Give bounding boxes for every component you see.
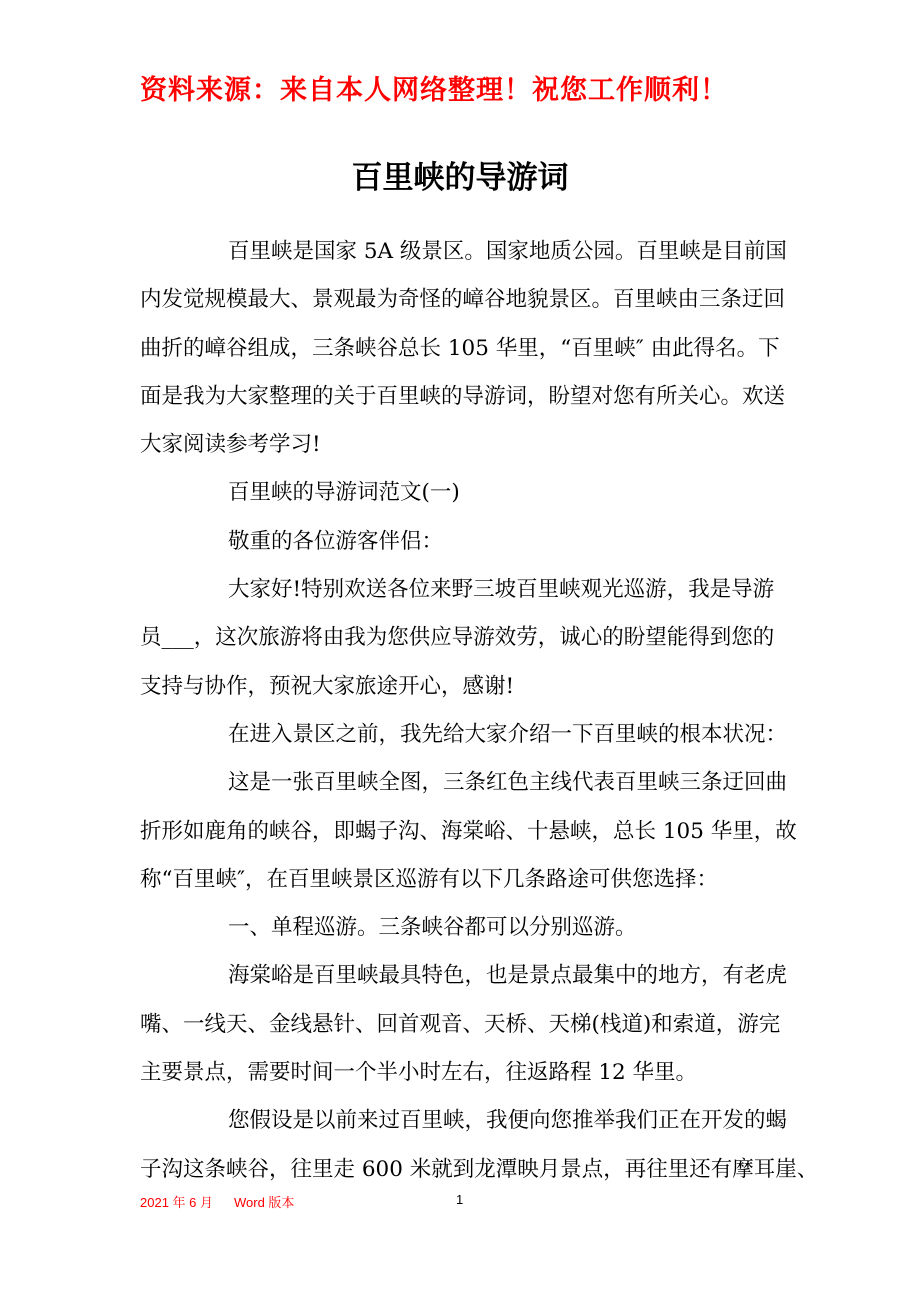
document-title: 百里峡的导游词 bbox=[351, 160, 569, 196]
paragraph-line: 百里峡是国家 5A 级景区。国家地质公园。百里峡是目前国 bbox=[228, 239, 787, 264]
footer-date: 2021 年 6 月 bbox=[140, 1195, 213, 1210]
paragraph-line: 一、单程巡游。三条峡谷都可以分别巡游。 bbox=[228, 915, 637, 941]
paragraph bbox=[140, 518, 800, 566]
paragraph-line: 大家阅读参考学习! bbox=[140, 432, 321, 458]
paragraph bbox=[140, 469, 800, 517]
paragraph-line: 面是我为大家整理的关于百里峡的导游词，盼望对您有所关心。欢送 bbox=[140, 383, 786, 409]
paragraph-line: 曲折的嶂谷组成，三条峡谷总长 105 华里，“百里峡″ 由此得名。下 bbox=[140, 335, 780, 361]
page-number: 1 bbox=[456, 1192, 464, 1207]
paragraph-line: 敬重的各位游客伴侣： bbox=[228, 528, 444, 554]
footer-version: Word 版本 bbox=[234, 1195, 295, 1210]
paragraph-line: 海棠峪是百里峡最具特色，也是景点最集中的地方，有老虎 bbox=[228, 963, 788, 989]
paragraph bbox=[140, 228, 800, 469]
paragraph-line: 子沟这条峡谷，往里走 600 米就到龙潭映月景点，再往里还有摩耳崖、 bbox=[140, 1156, 819, 1182]
paragraph bbox=[140, 566, 800, 711]
paragraph bbox=[140, 711, 800, 759]
paragraph-line: 支持与协作，预祝大家旅途开心，感谢! bbox=[140, 673, 515, 699]
document-body bbox=[140, 228, 819, 1194]
paragraph-line: 称“百里峡″，在百里峡景区巡游有以下几条路途可供您选择： bbox=[140, 866, 719, 892]
paragraph-line: 折形如鹿角的峡谷，即蝎子沟、海棠峪、十悬峡，总长 105 华里，故 bbox=[140, 818, 797, 844]
paragraph bbox=[140, 952, 800, 1097]
paragraph bbox=[140, 904, 800, 952]
paragraph-line: 大家好!特别欢送各位来野三坡百里峡观光巡游，我是导游 bbox=[228, 577, 775, 603]
paragraph-line: 员___，这次旅游将由我为您供应导游效劳，诚心的盼望能得到您的 bbox=[140, 625, 775, 651]
paragraph-line: 内发觉规模最大、景观最为奇怪的嶂谷地貌景区。百里峡由三条迂回 bbox=[140, 287, 786, 313]
paragraph-line: 主要景点，需要时间一个半小时左右，往返路程 12 华里。 bbox=[140, 1060, 698, 1086]
paragraph-line: 这是一张百里峡全图，三条红色主线代表百里峡三条迂回曲 bbox=[228, 770, 788, 796]
source-note-header: 资料来源：来自本人网络整理！祝您工作顺利！ bbox=[140, 75, 728, 106]
paragraph-line: 百里峡的导游词范文(一) bbox=[228, 480, 460, 506]
paragraph-line: 嘴、一线天、金线悬针、回首观音、天桥、天梯(栈道)和索道，游完 bbox=[140, 1011, 781, 1037]
paragraph bbox=[140, 1097, 819, 1194]
paragraph bbox=[140, 759, 800, 904]
paragraph-line: 在进入景区之前，我先给大家介绍一下百里峡的根本状况： bbox=[228, 721, 788, 747]
paragraph-line: 您假设是以前来过百里峡，我便向您推举我们正在开发的蝎 bbox=[228, 1108, 788, 1134]
